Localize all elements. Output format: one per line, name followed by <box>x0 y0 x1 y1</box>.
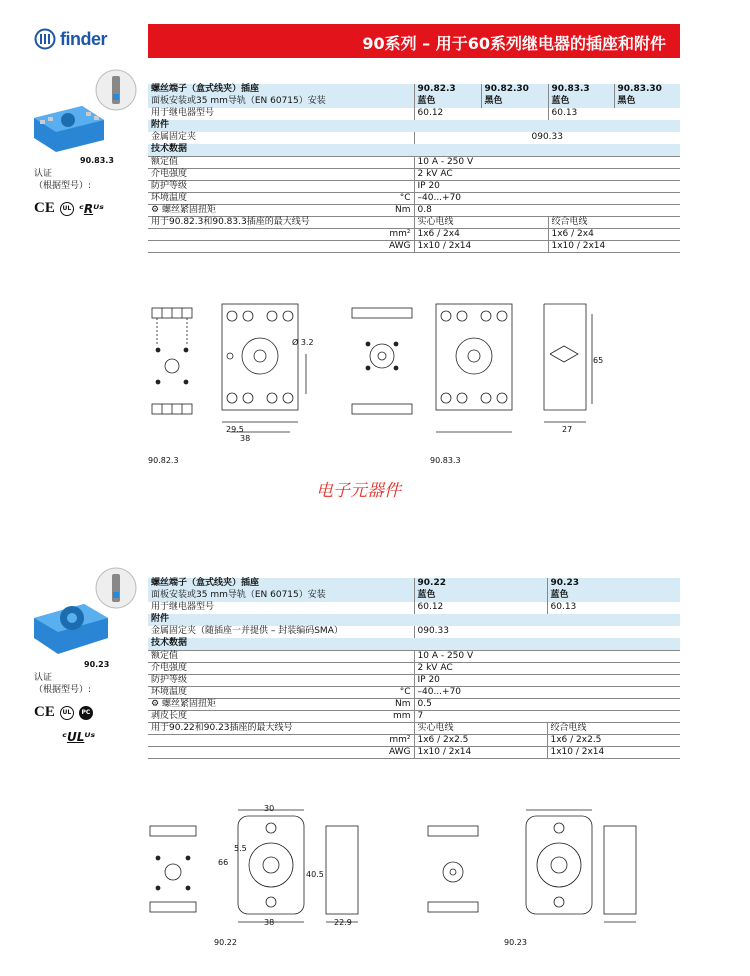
side-view-c <box>326 826 358 922</box>
row-label <box>148 698 376 710</box>
row-value: 10 A - 250 V <box>414 650 680 662</box>
dim-label: 66 <box>218 858 229 867</box>
finder-logo <box>34 28 107 50</box>
pct-mark-icon: PC <box>79 706 93 720</box>
row-value: 0.5 <box>414 698 680 710</box>
row-label: 环境温度 <box>151 686 188 697</box>
wire-solid: 1x6 / 2x4 <box>414 228 548 240</box>
relay-value: 60.13 <box>548 108 680 120</box>
cert-icons-row2 <box>62 730 95 744</box>
row-value: IP 20 <box>414 180 680 192</box>
spec-table-2 <box>148 578 680 759</box>
socket-90-23-image <box>30 596 110 658</box>
dim-label: 29.5 <box>226 425 244 434</box>
dim-label: 65 <box>593 356 604 365</box>
model-color: 黑色 <box>481 96 548 108</box>
dim-label: 40.5 <box>306 870 324 879</box>
side-view-d <box>604 826 636 922</box>
top-view-b <box>436 304 512 432</box>
cert-label-1: 认证 <box>34 169 53 179</box>
wire-unit: AWG <box>388 746 411 757</box>
model-code: 90.83.3 <box>548 84 614 96</box>
tech-heading: 技术数据 <box>151 638 188 648</box>
wire-stranded: 1x10 / 2x14 <box>548 240 680 252</box>
row-label: 额定值 <box>151 156 179 167</box>
clip-label: 金属固定夹（随插座一并提供 – 封装编码SMA） <box>151 626 343 636</box>
row-value: –40...+70 <box>414 686 680 698</box>
relay-label: 用于继电器型号 <box>151 108 215 118</box>
wiring-schematic-c <box>150 826 196 912</box>
header-title: 螺丝端子（盒式线夹）插座 <box>151 578 260 588</box>
row-unit: mm <box>392 710 411 721</box>
wiring-schematic-a <box>152 308 192 414</box>
wire-label: 用于90.22和90.23插座的最大线号 <box>151 722 293 733</box>
wire-unit: mm² <box>389 734 411 745</box>
model-color: 蓝色 <box>414 96 481 108</box>
row-unit <box>376 168 414 180</box>
page-title-banner: 90系列 – 用于60系列继电器的插座和附件 <box>148 24 680 58</box>
accessories-heading: 附件 <box>151 120 170 130</box>
torque-icon: ⚙ <box>151 698 160 709</box>
dimension-drawing-90-82-3 <box>146 294 596 444</box>
row-label <box>148 204 376 216</box>
model-color: 黑色 <box>614 96 680 108</box>
cert-label <box>34 168 91 192</box>
clip-label: 金属固定夹 <box>151 132 197 142</box>
tech-heading: 技术数据 <box>151 144 188 154</box>
row-unit <box>376 662 414 674</box>
ce-mark-icon: CE <box>34 704 55 720</box>
row-label: 剥皮长度 <box>151 710 188 721</box>
row-unit <box>376 156 414 168</box>
row-unit: Nm <box>395 204 411 215</box>
drawing-label: 90.82.3 <box>148 456 179 465</box>
socket-90-83-3-image <box>30 100 106 154</box>
wire-head: 绞合电线 <box>548 216 680 228</box>
cert-icons <box>34 704 93 721</box>
brand-name: finder <box>60 28 108 49</box>
row-label: 防护等级 <box>151 674 188 685</box>
model-code: 90.83.30 <box>614 84 680 96</box>
drawing-label: 90.22 <box>214 938 237 947</box>
row-unit: °C <box>399 686 411 697</box>
model-code: 90.23 <box>547 578 680 590</box>
relay-value: 60.13 <box>547 602 680 614</box>
cert-label-1: 认证 <box>34 673 53 683</box>
ul-listed-icon: UL <box>60 706 74 720</box>
wire-head: 实心电线 <box>414 216 548 228</box>
row-value: 0.8 <box>414 204 680 216</box>
dim-label: 30 <box>264 804 275 813</box>
product-caption: 90.23 <box>84 660 110 669</box>
model-color: 蓝色 <box>547 590 680 602</box>
cert-label-2: （根据型号）: <box>34 685 92 695</box>
side-view <box>544 304 592 422</box>
wire-unit: mm² <box>389 228 411 239</box>
wiring-schematic-d <box>428 826 478 912</box>
row-unit <box>376 674 414 686</box>
wire-label: 用于90.82.3和90.83.3插座的最大线号 <box>151 216 310 227</box>
header-line2: 面板安装或35 mm导轨（EN 60715）安装 <box>151 96 326 106</box>
torque-icon: ⚙ <box>151 204 160 215</box>
torque-label: 螺丝紧固扭矩 <box>161 698 216 709</box>
row-value: –40...+70 <box>414 192 680 204</box>
model-color: 蓝色 <box>414 590 547 602</box>
cert-label <box>34 672 91 696</box>
relay-value: 60.12 <box>414 602 547 614</box>
top-view-d <box>526 810 592 914</box>
relay-label: 用于继电器型号 <box>151 602 215 612</box>
row-label: 环境温度 <box>151 192 188 203</box>
ul-listed-icon: UL <box>60 202 74 216</box>
wire-head: 实心电线 <box>414 722 547 734</box>
top-view-c <box>238 810 304 922</box>
wire-unit: AWG <box>388 240 411 251</box>
row-value: IP 20 <box>414 674 680 686</box>
wire-head: 绞合电线 <box>547 722 680 734</box>
spec-table-1 <box>148 84 680 253</box>
cul-mark-icon: ᶜULᵁˢ <box>62 730 96 744</box>
wire-stranded: 1x10 / 2x14 <box>547 746 680 758</box>
row-unit: Nm <box>395 698 411 709</box>
ur-mark-icon: ᶜRᵁˢ <box>78 201 104 216</box>
row-unit <box>376 180 414 192</box>
wiring-schematic-b <box>352 308 412 414</box>
row-label: 防护等级 <box>151 180 188 191</box>
wire-solid: 1x10 / 2x14 <box>414 240 548 252</box>
header-title: 螺丝端子（盒式线夹）插座 <box>151 84 260 94</box>
header-line2: 面板安装或35 mm导轨（EN 60715）安装 <box>151 590 326 600</box>
clip-value: 090.33 <box>414 626 680 638</box>
wire-solid: 1x6 / 2x2.5 <box>414 734 547 746</box>
row-value: 7 <box>414 710 680 722</box>
model-code: 90.82.3 <box>414 84 481 96</box>
cert-label-2: （根据型号）: <box>34 181 92 191</box>
relay-value: 60.12 <box>414 108 548 120</box>
dim-label: 38 <box>240 434 251 443</box>
watermark-text: 电子元器件 <box>316 481 401 501</box>
row-label: 介电强度 <box>151 168 188 179</box>
ce-mark-icon: CE <box>34 200 55 216</box>
row-unit <box>376 650 414 662</box>
row-value: 2 kV AC <box>414 168 680 180</box>
model-color: 蓝色 <box>548 96 614 108</box>
dim-label: 38 <box>264 918 275 927</box>
accessories-heading: 附件 <box>151 614 170 624</box>
drawing-label: 90.23 <box>504 938 527 947</box>
top-view-a <box>222 304 306 432</box>
wire-solid: 1x10 / 2x14 <box>414 746 547 758</box>
drawing-label: 90.83.3 <box>430 456 461 465</box>
row-label: 介电强度 <box>151 662 188 673</box>
dim-label: 5.5 <box>234 844 247 853</box>
torque-label: 螺丝紧固扭矩 <box>161 204 216 215</box>
wire-stranded: 1x6 / 2x4 <box>548 228 680 240</box>
dim-label: 22.9 <box>334 918 352 927</box>
dim-label: 27 <box>562 425 573 434</box>
product-caption: 90.83.3 <box>80 156 114 165</box>
row-value: 2 kV AC <box>414 662 680 674</box>
cert-icons <box>34 200 104 217</box>
row-value: 10 A - 250 V <box>414 156 680 168</box>
dimension-drawing-90-22-90-23 <box>146 806 646 936</box>
dim-label: Ø 3.2 <box>292 338 314 347</box>
row-label: 额定值 <box>151 650 179 661</box>
finder-logo-icon <box>34 28 56 50</box>
model-code: 90.82.30 <box>481 84 548 96</box>
wire-stranded: 1x6 / 2x2.5 <box>547 734 680 746</box>
row-unit: °C <box>399 192 411 203</box>
model-code: 90.22 <box>414 578 547 590</box>
clip-value: 090.33 <box>414 132 680 144</box>
